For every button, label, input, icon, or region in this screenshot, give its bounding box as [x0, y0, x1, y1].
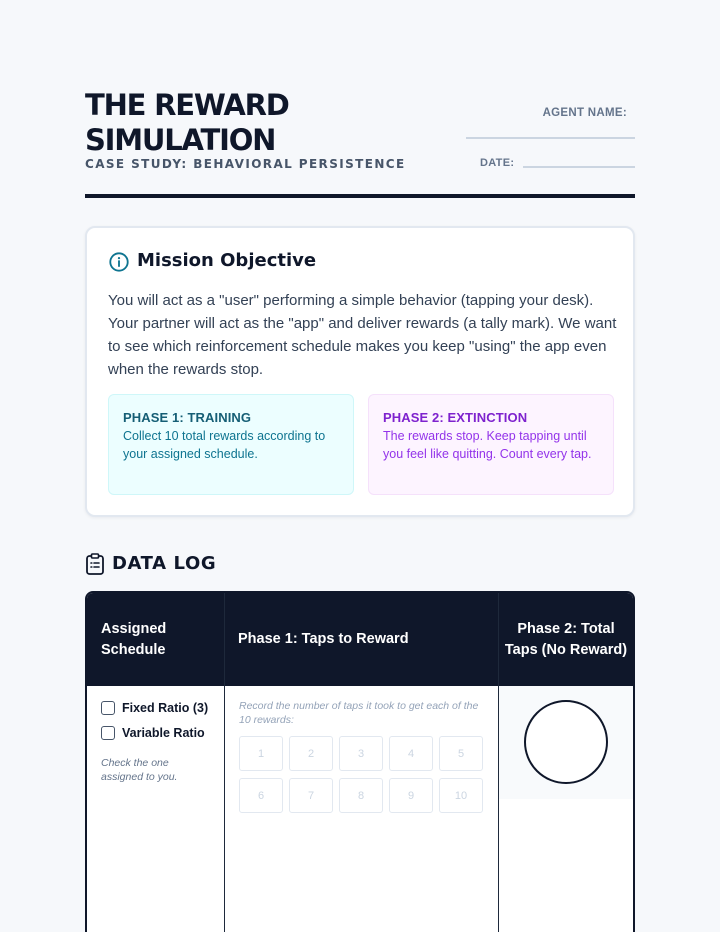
data-log-table: [85, 591, 635, 932]
phase2-body: The rewards stop. Keep tapping until you feel like quitting. Count every tap.: [383, 429, 592, 461]
fixed-ratio-checkbox[interactable]: [101, 701, 115, 715]
tap-slot[interactable]: 6: [239, 778, 283, 813]
header-phase2-total: Phase 2: Total Taps (No Reward): [504, 620, 628, 658]
variable-ratio-checkbox[interactable]: [101, 726, 115, 740]
mission-title: Mission Objective: [137, 250, 317, 271]
page-title: THE REWARD SIMULATION: [85, 88, 289, 157]
tap-slot[interactable]: 1: [239, 736, 283, 771]
phase1-box: [108, 394, 354, 495]
phase2-box: [368, 394, 614, 495]
phase1-title: PHASE 1: TRAINING: [123, 410, 252, 425]
phase1-column: [225, 686, 498, 932]
mission-card: [85, 226, 635, 517]
header: [85, 88, 635, 198]
info-icon: [108, 251, 130, 273]
fixed-ratio-label: Fixed Ratio (3): [122, 701, 209, 715]
tap-slot[interactable]: 2: [289, 736, 333, 771]
data-log-title: DATA LOG: [112, 553, 217, 574]
taps-note: Record the number of taps it took to get each of the 10 rewards:: [239, 700, 479, 726]
variable-ratio-label: Variable Ratio: [122, 726, 205, 740]
tap-slot[interactable]: 3: [339, 736, 383, 771]
phase2-title: PHASE 2: EXTINCTION: [383, 410, 528, 425]
tap-slot[interactable]: 5: [439, 736, 483, 771]
mission-body: You will act as a "user" performing a simple behavior (tapping your desk). Your partner will act as the "app" and deliver rewards (a tally mark). We want to see which reinforcement schedule makes you keep "using" the app even when the rewards stop.: [108, 292, 617, 378]
schedule-column: [87, 686, 224, 932]
agent-name-label: AGENT NAME:: [542, 107, 627, 119]
date-field[interactable]: [523, 166, 635, 168]
tap-slot[interactable]: 7: [289, 778, 333, 813]
header-divider: [85, 194, 635, 198]
tap-slot[interactable]: 10: [439, 778, 483, 813]
tap-slot[interactable]: 9: [389, 778, 433, 813]
total-taps-circle[interactable]: [524, 700, 608, 784]
fixed-ratio-option[interactable]: [101, 701, 208, 715]
clipboard-icon: [85, 553, 105, 575]
date-label: DATE:: [480, 157, 515, 169]
tap-slot[interactable]: 8: [339, 778, 383, 813]
worksheet-page: [85, 0, 635, 932]
phase1-body: Collect 10 total rewards according to your assigned schedule.: [123, 429, 326, 461]
table-header: [87, 593, 633, 686]
variable-ratio-option[interactable]: [101, 726, 205, 740]
agent-name-field[interactable]: [466, 137, 635, 139]
header-phase1-taps: Phase 1: Taps to Reward: [238, 631, 409, 647]
tap-slot[interactable]: 4: [389, 736, 433, 771]
header-assigned-schedule: Assigned Schedule: [101, 620, 167, 658]
page-subtitle: CASE STUDY: BEHAVIORAL PERSISTENCE: [85, 157, 406, 171]
phase2-column: [499, 686, 633, 799]
schedule-note: Check the one assigned to you.: [101, 757, 178, 783]
